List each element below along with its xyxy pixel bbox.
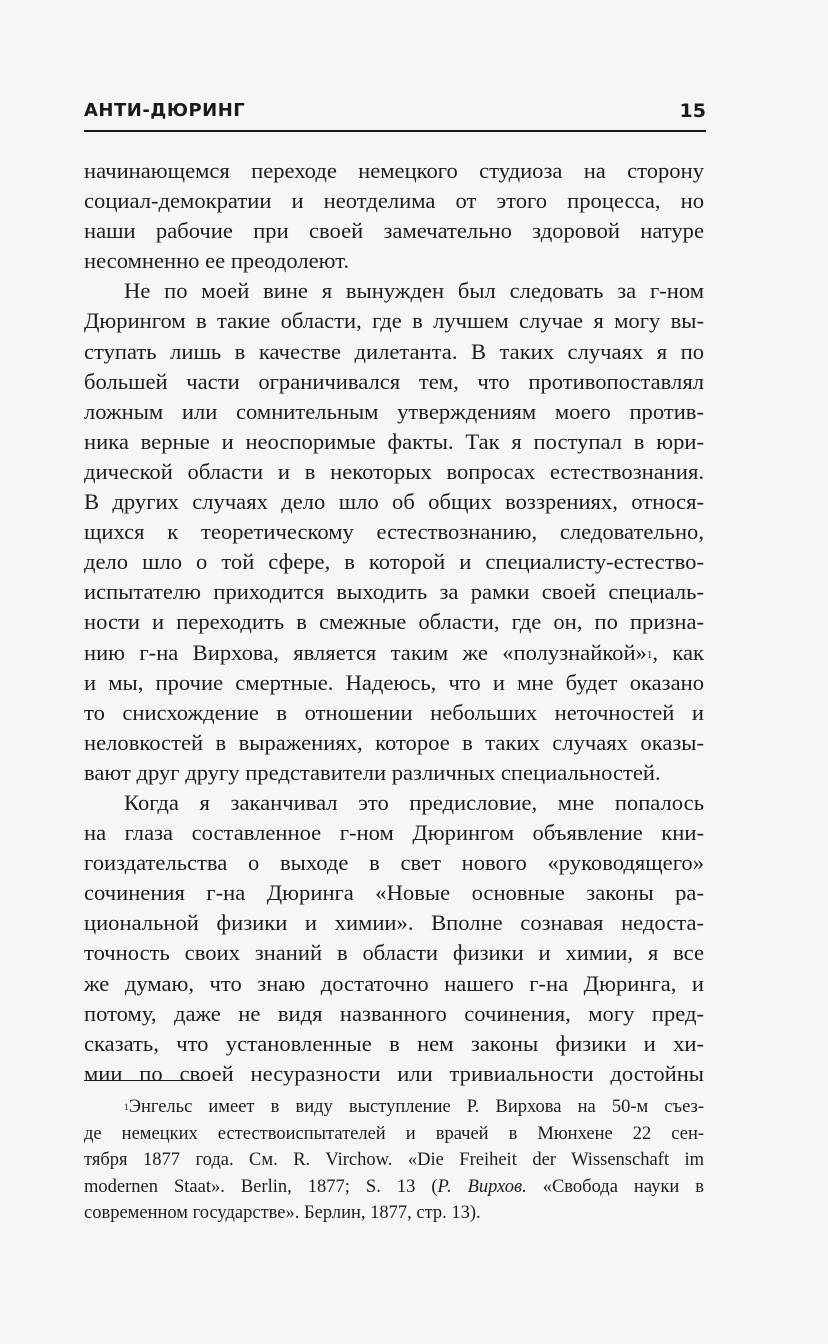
footnote-line: де немецких естествоиспытателей и врачей в Мюнхене 22 сен- (84, 1123, 704, 1144)
footnote-reference[interactable]: 1 (646, 648, 653, 661)
main-text (84, 156, 704, 1089)
text-fragment: , как (652, 639, 705, 665)
footnote-line (84, 1094, 704, 1121)
text-line: потому, даже не видя названного сочинения, могу пред- (84, 1000, 704, 1026)
text-line: щихся к теоретическому естествознанию, следовательно, (84, 519, 704, 545)
text-line: ника верные и неоспоримые факты. Так я поступал в юри- (84, 428, 704, 454)
footnote (84, 1094, 704, 1227)
footnote-text: modernen Staat». Berlin, 1877; S. 13 ( (84, 1176, 438, 1197)
text-line: ступать лишь в качестве дилетанта. В таких случаях я по (84, 338, 704, 364)
text-line: ложным или сомнительным утверждениям моего против- (84, 398, 704, 424)
text-line: гоиздательства о выходе в свет нового «руководящего» (84, 850, 704, 876)
text-line: дической области и в некоторых вопросах естествознания. (84, 458, 704, 484)
footnote-author-italic: Р. Вирхов. (437, 1176, 527, 1197)
text-line: начинающемся переходе немецкого студиоза на сторону (84, 158, 704, 183)
text-line: испытателю приходится выходить за рамки своей специаль- (84, 579, 704, 605)
page-number: 15 (679, 100, 706, 122)
text-fragment: нию г-на Вирхова, является таким же «полузнайкой» (84, 639, 647, 665)
text-line: наши рабочие при своей замечательно здоровой натуре (84, 218, 704, 244)
text-line: неловкостей в выражениях, которое в таких случаях оказы- (84, 729, 704, 755)
text-line: Не по моей вине я вынужден был следовать за г-ном (124, 278, 704, 304)
text-line-with-note (84, 638, 704, 668)
text-line: несомненно ее преодолеют. (84, 248, 350, 274)
text-line: точность своих знаний в области физики и химии, я все (84, 940, 704, 966)
text-line: на глаза составленное г-ном Дюрингом объявление кни- (84, 820, 704, 846)
text-line: сказать, что установленные в нем законы физики и хи- (84, 1030, 704, 1056)
footnote-line: тября 1877 года. См. R. Virchow. «Die Freiheit der Wissenschaft im (84, 1150, 704, 1170)
text-line: Дюрингом в такие области, где в лучшем случае я могу вы- (84, 308, 704, 334)
text-line: циональной физики и химии». Вполне сознавая недоста- (84, 910, 704, 936)
text-line: то снисхождение в отношении небольших неточностей и (84, 699, 704, 725)
text-line: вают друг другу представители различных специальностей. (84, 759, 661, 785)
text-line: мии по своей несуразности или тривиальности достойны (84, 1060, 704, 1086)
footnote-text: Энгельс имеет в виду выступление Р. Вирхова на 50-м съез- (128, 1097, 704, 1117)
text-line: ности и переходить в смежные области, где он, по призна- (84, 609, 704, 635)
text-line: дело шло о той сфере, в которой и специалисту-естество- (84, 549, 704, 575)
footnote-text: «Свобода науки в (526, 1176, 704, 1197)
footnote-marker: 1 (124, 1103, 129, 1113)
text-line: же думаю, что знаю достаточно нашего г-на Дюринга, и (84, 970, 704, 996)
text-line: В других случаях дело шло об общих воззрениях, относя- (84, 489, 704, 515)
text-line: и мы, прочие смертные. Надеюсь, что и мне будет оказано (84, 669, 704, 695)
footnote-line: современном государстве». Берлин, 1877, стр. 13). (84, 1203, 481, 1223)
text-line: Когда я заканчивал это предисловие, мне попалось (124, 789, 704, 815)
text-line: социал-демократии и неотделима от этого процесса, но (84, 188, 704, 214)
footnote-separator (84, 1080, 202, 1081)
running-title: АНТИ-ДЮРИНГ (84, 100, 246, 121)
text-line: большей части ограничивался тем, что противопоставлял (84, 368, 704, 394)
text-line: сочинения г-на Дюринга «Новые основные законы ра- (84, 880, 704, 906)
footnote-line (84, 1174, 704, 1201)
page-header (84, 100, 706, 132)
